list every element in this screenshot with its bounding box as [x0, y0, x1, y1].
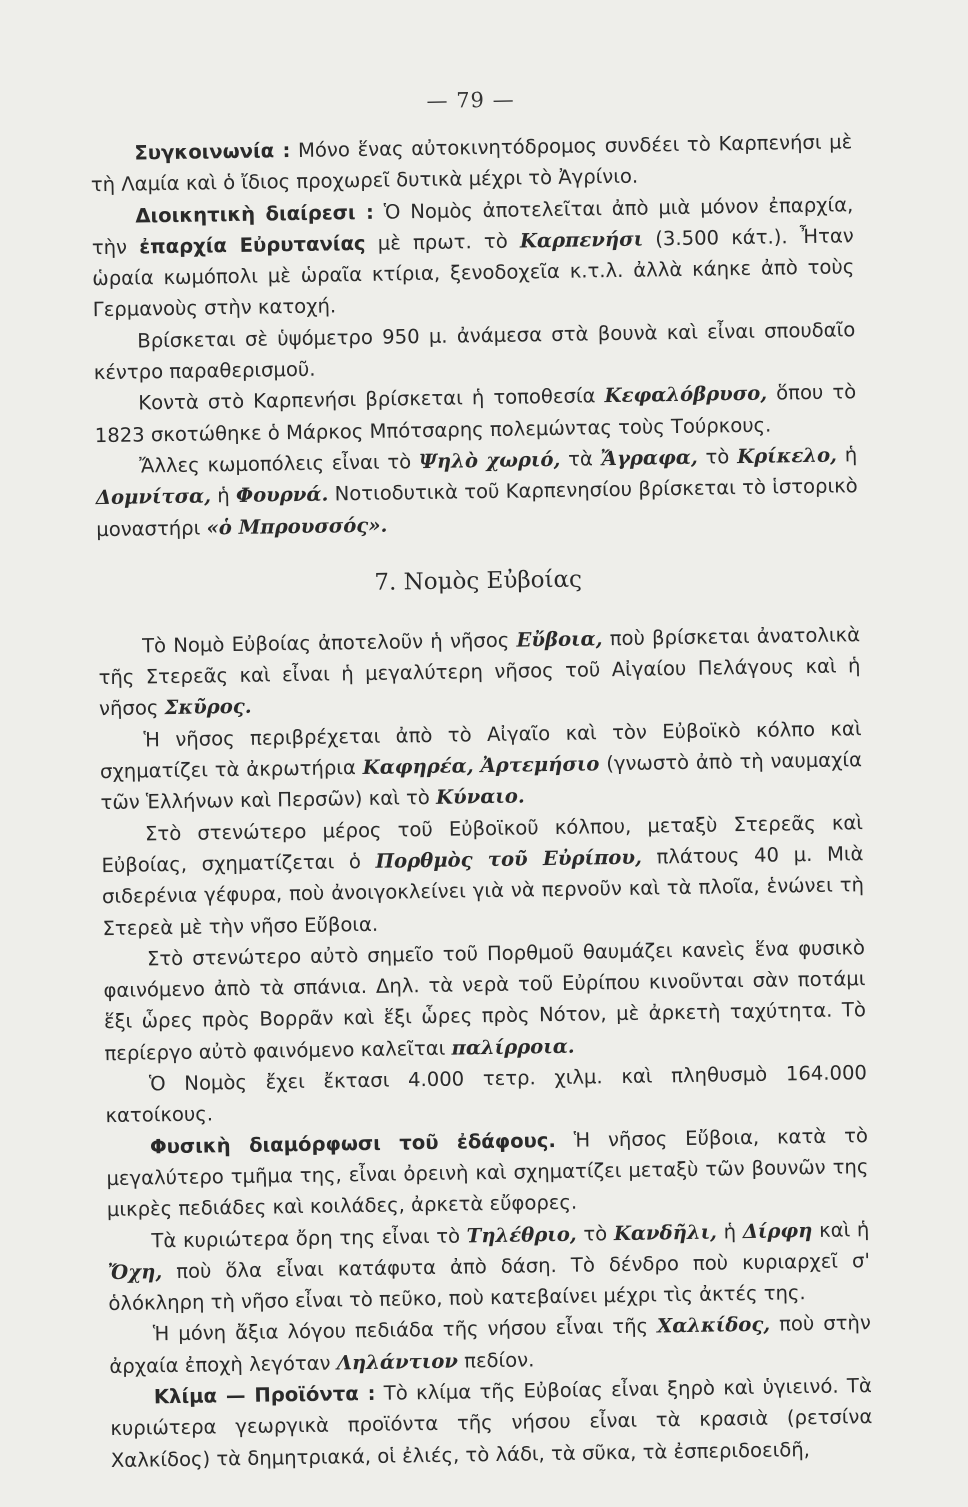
paragraph: [105, 1057, 868, 1132]
text-run: Τὰ κυριώτερα ὄρη της εἶναι τὸ: [151, 1223, 467, 1252]
place-name: Καφηρέα,: [362, 754, 474, 780]
text-run: Ὁ Νομὸς ἀποτελεῖται ἀπὸ μιὰ μόνον ἐπαρχία, τὴν: [91, 192, 854, 260]
text-run: τὰ: [560, 447, 601, 471]
bold-term: Κλίμα — Προϊόντα :: [153, 1381, 376, 1409]
text-run: Ἡ νῆσος Εὔβοια, κατὰ τὸ μεγαλύτερο τμῆμα της, εἶναι ὀρεινὴ καὶ σχηματίζει μεταξὺ τῶν βουνῶν της μικρὲς πεδιάδες καὶ κοιλάδες, ἀρκετὰ εὔφορες.: [106, 1123, 869, 1222]
place-name: Κύναιο.: [435, 784, 525, 810]
bold-term: Διοικητικὴ διαίρεσι :: [135, 200, 375, 228]
place-name: «ὁ Μπρουσσός».: [206, 513, 388, 539]
text-run: Στὸ στενώτερο μέρος τοῦ Εὐβοϊκοῦ κόλπου, μεταξὺ Στερεᾶς καὶ Εὐβοίας, σχηματίζεται ὁ: [101, 810, 864, 878]
place-name: Κανδῆλι,: [613, 1219, 718, 1245]
place-name: παλίρροια.: [451, 1034, 575, 1060]
text-run: ἡ: [716, 1219, 743, 1243]
place-name: Τηλέθριο,: [466, 1222, 577, 1247]
bold-term: Συγκοινωνία :: [134, 139, 291, 165]
paragraph: [110, 1370, 873, 1476]
bold-term: Φυσικὴ διαμόρφωσι τοῦ ἐδάφους.: [149, 1128, 557, 1158]
place-name: Ἄγραφα,: [600, 445, 698, 471]
place-name: Ὄχη,: [107, 1260, 163, 1284]
place-name: Ληλάντιον: [336, 1349, 459, 1375]
text-run: (γνωστὸ ἀπὸ τὴ ναυμαχία τῶν Ἑλλήνων καὶ Περσῶν) καὶ τὸ: [100, 748, 863, 815]
section-heading: 7. Νομὸς Εὐβοίας: [374, 566, 583, 596]
paragraph: [90, 126, 853, 201]
text-run: ἡ: [210, 484, 237, 508]
place-name: Χαλκίδος,: [656, 1313, 771, 1338]
text-run: μὲ πρωτ. τὸ: [365, 229, 521, 255]
text-run: ἡ: [836, 443, 858, 467]
text-run: Ἄλλες κωμοπόλεις εἶναι τὸ: [139, 450, 420, 478]
place-name: Καρπενήσι: [519, 227, 644, 253]
text-run: πλάτους 40 μ. Μιὰ σιδερένια γέφυρα, ποὺ ἀνοιγοκλείνει γιὰ νὰ περνοῦν καὶ τὰ πλοῖα, ἑνώνει τὴ Στερεὰ μὲ τὴν νῆσο Εὔβοια.: [101, 842, 865, 940]
text-run: Κοντὰ στὸ Καρπενήσι βρίσκεται ἡ τοποθεσία: [138, 384, 605, 415]
paragraph: [91, 189, 855, 326]
paragraph: [99, 713, 862, 819]
text-run: Τὸ κλίμα τῆς Εὐβοίας εἶναι ξηρὸ καὶ ὑγιεινό. Τὰ κυριώτερα γεωργικὰ προϊόντα τῆς νήσου εἶναι τὰ κρασιὰ (ρετσίνα Χαλκίδος) τὰ δημητριακά, οἱ ἐλιές, τὸ λάδι, τὰ σῦκα, τὰ ἐσπεριδοειδῆ,: [110, 1374, 873, 1472]
place-name: Εὔβοια,: [516, 627, 603, 652]
place-name: Δίρφη: [742, 1218, 813, 1243]
text-run: καὶ ἡ: [812, 1217, 870, 1242]
text-run: Μόνο ἕνας αὐτοκινητόδρομος συνδέει τὸ Καρπενήσι μὲ τὴ Λαμία καὶ ὁ ἴδιος προχωρεῖ δυτικὰ μέχρι τὸ Ἀγρίνιο.: [90, 130, 853, 197]
text-run: ποὺ στὴν ἀρχαία ἐποχὴ λεγόταν: [109, 1311, 872, 1378]
text-run: τὸ: [576, 1221, 615, 1246]
text-run: Νοτιοδυτικὰ τοῦ Καρπενησίου βρίσκεται τὸ ἱστορικὸ μοναστήρι: [96, 474, 858, 541]
page-content: [90, 126, 873, 1476]
text-run: Βρίσκεται σὲ ὑψόμετρο 950 μ. ἀνάμεσα στὰ βουνὰ καὶ εἶναι σπουδαῖο κέντρο παραθερισμοῦ.: [93, 317, 856, 385]
paragraph: [109, 1307, 872, 1382]
text-run: Ἡ νῆσος περιβρέχεται ἀπὸ τὸ Αἰγαῖο καὶ τὸν Εὐβοϊκὸ κόλπο καὶ σχηματίζει τὰ ἀκρωτήρια: [99, 716, 862, 784]
paragraph: [103, 932, 867, 1069]
paragraph: [98, 619, 861, 725]
paragraph: [95, 439, 858, 545]
text-run: ποὺ ὅλα εἶναι κατάφυτα ἀπὸ δάση. Τὸ δένδρο ποὺ κυριαρχεῖ σ' ὁλόκληρη τὴ νῆσο εἶναι τὸ πεῦκο, ποὺ κατεβαίνει μέχρι τὶς ἀκτές της.: [108, 1248, 871, 1316]
text-run: ποὺ βρίσκεται ἀνατολικὰ τῆς Στερεᾶς καὶ εἶναι ἡ μεγαλύτερη νῆσος τοῦ Αἰγαίου Πελάγους καὶ ἡ νῆσος: [98, 623, 861, 721]
paragraph: [101, 807, 865, 944]
text-run: πεδίον.: [457, 1348, 535, 1373]
text-run: Στὸ στενώτερο αὐτὸ σημεῖο τοῦ Πορθμοῦ θαυμάζει κανεὶς ἕνα φυσικὸ φαινόμενο ἀπὸ τὰ σπάνια. Δηλ. τὰ νερὰ τοῦ Εὐρίπου κινοῦνται σὰν ποτάμι ἕξι ὧρες πρὸς Βορρᾶν καὶ ἕξι ὧρες πρὸς Νότον, μὲ ἀρκετὴ ταχύτητα. Τὸ περίεργο αὐτὸ φαινόμενο καλεῖται: [103, 935, 867, 1065]
paragraph: [107, 1214, 870, 1320]
place-name: Κρίκελο,: [736, 443, 838, 469]
place-name: Ψηλὸ χωριό,: [418, 447, 561, 474]
place-name: Σκῦρος.: [164, 695, 252, 720]
page-number: — 79 —: [426, 87, 515, 113]
text-run: Τὸ Νομὸ Εὐβοίας ἀποτελοῦν ἡ νῆσος: [141, 628, 517, 658]
paragraph: [106, 1120, 869, 1226]
paragraph: [94, 377, 857, 452]
text-run: τὸ: [697, 445, 738, 469]
bold-term: ἐπαρχία Εὐρυτανίας: [139, 231, 366, 259]
paragraph: [93, 314, 856, 389]
place-name: Πορθμὸς τοῦ Εὐρίπου,: [375, 845, 642, 873]
place-name: Ἀρτεμήσιο: [480, 752, 600, 778]
text-run: Ὁ Νομὸς ἔχει ἔκτασι 4.000 τετρ. χιλμ. καὶ πληθυσμὸ 164.000 κατοίκους.: [105, 1061, 868, 1128]
place-name: Φουρνά.: [235, 482, 329, 508]
place-name: Δομνίτσα,: [95, 484, 212, 510]
text-run: (3.500 κάτ.). Ἦταν ὡραία κωμόπολι μὲ ὡραῖα κτίρια, ξενοδοχεῖα κ.τ.λ. ἀλλὰ κάηκε ἀπὸ τοὺς Γερμανοὺς στὴν κατοχή.: [92, 224, 855, 322]
text-run: ὅπου τὸ 1823 σκοτώθηκε ὁ Μάρκος Μπότσαρης πολεμώντας τοὺς Τούρκους.: [94, 380, 857, 447]
text-run: Ἡ μόνη ἄξια λόγου πεδιάδα τῆς νήσου εἶναι τῆς: [152, 1314, 658, 1346]
place-name: Κεφαλόβρυσο,: [604, 381, 768, 408]
